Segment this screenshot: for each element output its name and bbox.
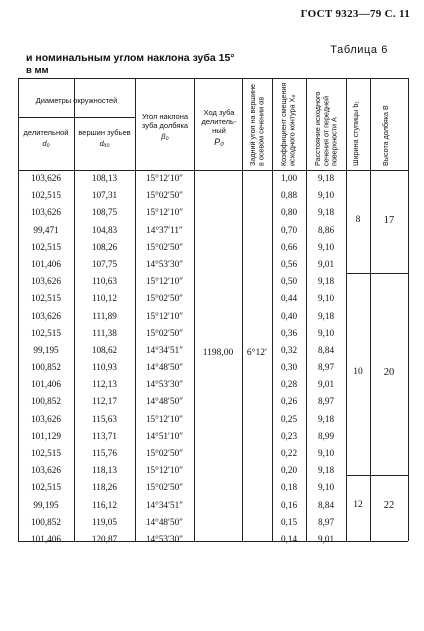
lead-value: 1198,00	[202, 348, 234, 358]
shift-coefficient-cell: 0,88	[280, 190, 298, 201]
distance-cell: 8,84	[317, 344, 335, 355]
step-width-value: 10	[353, 367, 363, 377]
pitch-diameter-cell: 103,626	[31, 207, 61, 218]
pitch-diameter-cell: 100,852	[31, 516, 61, 527]
distance-cell: 9,18	[317, 173, 335, 183]
distance-cell: 8,97	[317, 396, 335, 407]
col-divider	[370, 78, 371, 541]
shift-coefficient-cell: 1,00	[280, 173, 298, 183]
tip-diameter-cell: 107,75	[91, 258, 118, 269]
tip-diameter-cell: 118,26	[92, 482, 117, 493]
tip-diameter-cell: 104,83	[91, 224, 118, 235]
shift-coefficient-cell: 0,56	[280, 258, 298, 269]
distance-cell: 9,18	[317, 465, 335, 476]
tip-diameter-cell: 118,13	[92, 465, 117, 476]
shift-coefficient-cell: 0,25	[280, 413, 298, 424]
distance-cell: 9,01	[317, 533, 335, 544]
distance-cell: 9,18	[317, 276, 335, 287]
col-divider	[346, 78, 347, 541]
pitch-diameter-cell: 101,406	[31, 258, 61, 269]
distance-cell: 9,18	[317, 207, 335, 218]
distance-cell: 9,18	[317, 310, 335, 321]
distance-cell: 9,10	[317, 482, 335, 493]
tip-diameter-cell: 111,38	[92, 327, 117, 338]
header-lead: Ход зуба делитель-ный P₀	[201, 108, 237, 147]
distance-cell: 9,01	[317, 379, 335, 390]
table-name: Таблица 6	[330, 44, 388, 56]
col-divider	[242, 78, 243, 541]
pitch-diameter-cell: 103,626	[31, 465, 61, 476]
tip-diameter-cell: 115,76	[92, 448, 117, 458]
header-sub-rule	[18, 117, 135, 118]
shift-coefficient-cell: 0,14	[280, 533, 298, 544]
col-shift-coefficient	[272, 170, 306, 548]
tip-diameter-cell: 110,12	[92, 293, 117, 304]
helix-angle-cell: 15°12′10″	[145, 207, 184, 218]
helix-angle-cell: 14°51′10″	[145, 430, 184, 441]
distance-cell: 8,84	[317, 499, 335, 510]
header-height: Высота долбяка B	[381, 105, 390, 166]
pitch-diameter-cell: 103,626	[31, 173, 61, 183]
height-value: 17	[383, 215, 395, 226]
col-divider	[194, 78, 195, 541]
col-pitch-diameter	[18, 170, 74, 548]
shift-coefficient-cell: 0,50	[280, 276, 298, 287]
distance-cell: 8,86	[317, 224, 335, 235]
shift-coefficient-cell: 0,36	[280, 327, 298, 338]
tip-diameter-cell: 110,63	[92, 276, 117, 287]
pitch-diameter-cell: 101,406	[31, 379, 61, 390]
pitch-diameter-cell: 101,406	[31, 533, 61, 544]
shift-coefficient-cell: 0,80	[280, 207, 298, 218]
helix-angle-cell: 14°37′11″	[146, 224, 183, 235]
distance-cell: 8,97	[317, 362, 335, 373]
header-pitch-diameter: делительной d₀	[23, 128, 69, 148]
header-rear-angle: Задний угол на вершине в осевом сечении αв	[248, 83, 266, 166]
rear-angle-value: 6°12′	[246, 348, 268, 358]
shift-coefficient-cell: 0,22	[280, 448, 298, 458]
shift-coefficient-cell: 0,23	[280, 430, 298, 441]
pitch-diameter-cell: 102,515	[31, 327, 61, 338]
pitch-diameter-cell: 102,515	[31, 448, 61, 458]
shift-coefficient-cell: 0,15	[280, 516, 298, 527]
tip-diameter-cell: 115,63	[92, 413, 117, 424]
helix-angle-cell: 15°02′50″	[145, 448, 184, 458]
shift-coefficient-cell: 0,28	[280, 379, 298, 390]
col-tip-diameter	[74, 170, 135, 548]
tip-diameter-cell: 113,71	[92, 430, 117, 441]
helix-angle-cell: 15°02′50″	[145, 190, 184, 201]
tip-diameter-cell: 108,62	[91, 344, 118, 355]
shift-coefficient-cell: 0,30	[280, 362, 298, 373]
col-helix-angle	[135, 170, 194, 548]
shift-coefficient-cell: 0,26	[280, 396, 298, 407]
distance-cell: 8,97	[317, 516, 335, 527]
page-header: ГОСТ 9323—79 С. 11	[300, 8, 410, 20]
helix-angle-cell: 15°02′50″	[145, 241, 184, 252]
shift-coefficient-cell: 0,16	[280, 499, 298, 510]
tip-diameter-cell: 112,13	[92, 379, 117, 390]
tip-diameter-cell: 119,05	[92, 516, 117, 527]
height-value: 20	[383, 367, 395, 378]
helix-angle-cell: 14°48′50″	[145, 362, 184, 373]
table-border-right	[408, 78, 409, 541]
tip-diameter-cell: 120,87	[91, 533, 118, 544]
tip-diameter-cell: 108,13	[91, 173, 118, 183]
pitch-diameter-cell: 103,626	[31, 276, 61, 287]
shift-coefficient-cell: 0,32	[280, 344, 298, 355]
pitch-diameter-cell: 103,626	[31, 310, 61, 321]
header-helix-angle: Угол наклона зуба долбяка β₀	[141, 112, 189, 141]
tip-diameter-cell: 110,93	[92, 362, 117, 373]
shift-coefficient-cell: 0,66	[280, 241, 298, 252]
tip-diameter-cell: 108,75	[91, 207, 118, 218]
shift-coefficient-cell: 0,44	[280, 293, 298, 304]
tip-diameter-cell: 112,17	[92, 396, 117, 407]
helix-angle-cell: 14°48′50″	[145, 516, 184, 527]
step-width-value: 12	[353, 500, 363, 510]
distance-cell: 9,01	[317, 258, 335, 269]
distance-cell: 9,10	[317, 448, 335, 458]
pitch-diameter-cell: 102,515	[31, 241, 61, 252]
pitch-diameter-cell: 101,129	[31, 430, 61, 441]
header-tip-diameter: вершин зубьев dₐ₀	[78, 128, 131, 148]
pitch-diameter-cell: 102,515	[31, 293, 61, 304]
tip-diameter-cell: 111,89	[92, 310, 117, 321]
col-distance	[306, 170, 346, 548]
helix-angle-cell: 14°53′30″	[145, 258, 184, 269]
pitch-diameter-cell: 99,195	[33, 499, 59, 510]
table-subtitle: и номинальным углом наклона зуба 15°	[26, 52, 235, 64]
pitch-diameter-cell: 99,195	[33, 344, 59, 355]
pitch-diameter-cell: 102,515	[31, 190, 61, 201]
pitch-diameter-cell: 103,626	[31, 413, 61, 424]
helix-angle-cell: 14°53′30″	[145, 379, 184, 390]
tip-diameter-cell: 108,26	[91, 241, 118, 252]
helix-angle-cell: 15°02′50″	[145, 293, 184, 304]
distance-cell: 8,99	[317, 430, 335, 441]
distance-cell: 9,10	[317, 241, 335, 252]
helix-angle-cell: 15°02′50″	[145, 482, 184, 493]
group-rule	[346, 475, 408, 476]
tip-diameter-cell: 107,31	[91, 190, 118, 201]
tip-diameter-cell: 116,12	[92, 499, 117, 510]
units-label: в мм	[26, 65, 49, 76]
step-width-value: 8	[355, 215, 361, 225]
helix-angle-cell: 14°48′50″	[145, 396, 184, 407]
helix-angle-cell: 14°34′51″	[145, 499, 184, 510]
header-shift-coefficient: Коэффициент смещения исходного контура X₀	[279, 82, 297, 166]
helix-angle-cell: 15°12′10″	[145, 465, 184, 476]
distance-cell: 9,18	[317, 413, 335, 424]
helix-angle-cell: 15°12′10″	[145, 413, 184, 424]
distance-cell: 9,10	[317, 293, 335, 304]
shift-coefficient-cell: 0,40	[280, 310, 298, 321]
table-top-rule	[18, 78, 408, 79]
height-value: 22	[383, 500, 395, 511]
header-distance: Расстояние исходного сечения от передней поверхности A	[313, 91, 339, 166]
helix-angle-cell: 15°12′10″	[145, 310, 184, 321]
pitch-diameter-cell: 100,852	[31, 362, 61, 373]
header-diameters: Диаметры окружностей	[35, 96, 118, 105]
distance-cell: 9,10	[317, 190, 335, 201]
helix-angle-cell: 15°02′50″	[145, 327, 184, 338]
pitch-diameter-cell: 102,515	[31, 482, 61, 493]
helix-angle-cell: 14°53′30″	[145, 533, 184, 544]
group-rule	[346, 273, 408, 274]
pitch-diameter-cell: 99,471	[33, 224, 59, 235]
shift-coefficient-cell: 0,18	[280, 482, 298, 493]
helix-angle-cell: 15°12′10″	[145, 173, 184, 183]
pitch-diameter-cell: 100,852	[31, 396, 61, 407]
shift-coefficient-cell: 0,70	[280, 224, 298, 235]
helix-angle-cell: 14°34′51″	[145, 344, 184, 355]
distance-cell: 9,10	[317, 327, 335, 338]
helix-angle-cell: 15°12′10″	[145, 276, 184, 287]
shift-coefficient-cell: 0,20	[280, 465, 298, 476]
header-step-width: Ширина ступицы b₁	[351, 101, 360, 166]
